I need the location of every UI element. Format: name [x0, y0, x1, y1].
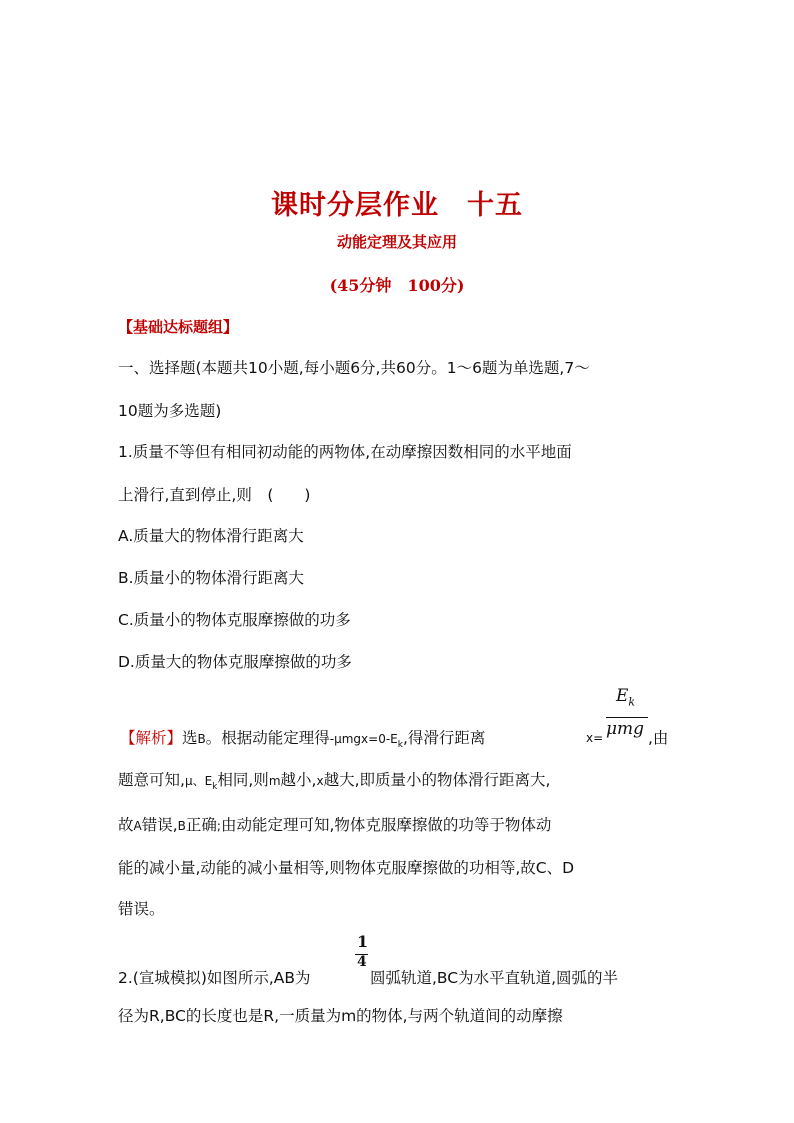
question-2-line-1-a: 2.(宣城模拟)如图所示,AB为 — [118, 969, 311, 987]
analysis-formula: -μmgx=0-E — [329, 732, 398, 746]
duration-score: (45分钟 100分) — [329, 276, 465, 295]
analysis-answer: B — [197, 732, 206, 746]
analysis-line-4: 能的减小量,动能的减小量相等,则物体克服摩擦做的功相等,故C、D — [118, 859, 575, 877]
question-2-line-1-b: 圆弧轨道,BC为水平直轨道,圆弧的半 — [370, 969, 619, 987]
question-1-stem-line-1: 1.质量不等但有相同初动能的两物体,在动摩擦因数相同的水平地面 — [118, 443, 572, 461]
analysis-line-1-end: ,由 — [648, 729, 669, 747]
analysis-text: ,得滑行距离 — [402, 729, 486, 747]
quarter-denominator: 4 — [357, 954, 367, 970]
analysis-line-2: 题意可知,μ、$E_k$相同,则m越小,x越大,即质量小的物体滑行距离大, — [118, 771, 551, 793]
analysis-subscript: k — [397, 740, 403, 751]
option-d: D.质量大的物体克服摩擦做的功多 — [118, 653, 352, 671]
option-a: A.质量大的物体滑行距离大 — [118, 527, 304, 545]
option-b: B.质量小的物体滑行距离大 — [118, 569, 305, 587]
page-subtitle: 动能定理及其应用 — [336, 233, 457, 251]
section-intro-line-2: 10题为多选题) — [118, 402, 222, 420]
quarter-numerator: 1 — [357, 932, 369, 951]
question-2-line-2: 径为R,BC的长度也是R,一质量为m的物体,与两个轨道间的动摩擦 — [118, 1007, 563, 1025]
page-title: 课时分层作业 十五 — [271, 190, 523, 221]
section-intro-line-1: 一、选择题(本题共10小题,每小题6分,共60分。1～6题为单选题,7～ — [118, 359, 590, 377]
analysis-line-1 — [120, 726, 485, 750]
group-label: 【基础达标题组】 — [118, 318, 239, 336]
fraction-denominator: μmg — [606, 719, 645, 739]
analysis-text: 。根据动能定理得 — [205, 729, 330, 747]
fraction-numerator: $E_k$ — [616, 686, 636, 709]
analysis-line-5: 错误。 — [118, 900, 165, 918]
analysis-label: 【解析】 — [120, 729, 183, 747]
analysis-text: 选 — [182, 729, 198, 747]
analysis-line-3: 故A错误,B正确;由动能定理可知,物体克服摩擦做的功等于物体动 — [118, 816, 552, 834]
option-c: C.质量小的物体克服摩擦做的功多 — [118, 611, 351, 629]
question-1-stem-line-2: 上滑行,直到停止,则 ( ) — [118, 486, 311, 504]
analysis-x-equals: x= — [586, 731, 604, 745]
